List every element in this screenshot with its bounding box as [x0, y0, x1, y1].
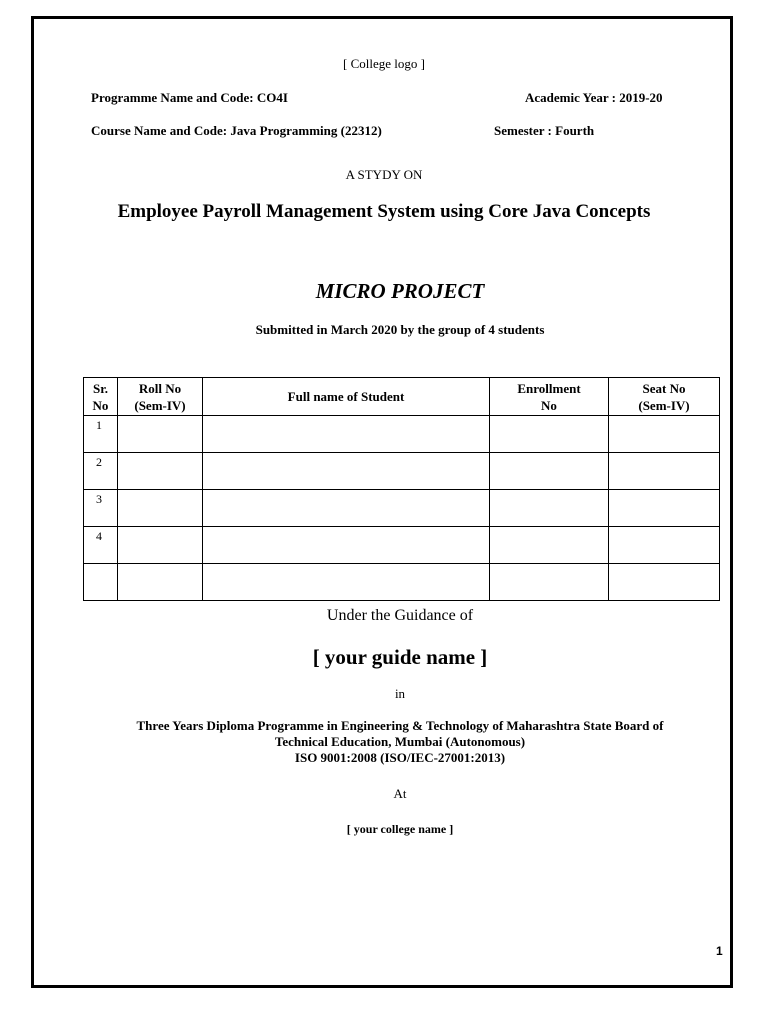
cell-full-name — [203, 453, 490, 490]
cell-seat-no — [609, 564, 720, 601]
cell-roll-no — [118, 527, 203, 564]
in-label: in — [394, 686, 406, 701]
diploma-programme-text — [0, 718, 768, 766]
college-logo-placeholder: [ College logo ] — [343, 56, 425, 71]
student-table — [83, 377, 720, 601]
cell-seat-no — [609, 416, 720, 453]
submission-note: Submitted in March 2020 by the group of 4 students — [255, 322, 545, 337]
col-header-roll-no: Roll No (Sem-IV) — [118, 378, 203, 416]
cell-roll-no — [118, 490, 203, 527]
cell-enrollment-no — [490, 453, 609, 490]
cell-roll-no — [118, 453, 203, 490]
cell-full-name — [203, 416, 490, 453]
cell-sr-no: 4 — [84, 527, 118, 564]
cell-seat-no — [609, 453, 720, 490]
table-row — [84, 453, 720, 490]
cell-full-name — [203, 490, 490, 527]
cell-enrollment-no — [490, 564, 609, 601]
project-type-heading: MICRO PROJECT — [315, 279, 485, 303]
page-number: 1 — [716, 944, 723, 958]
project-title: Employee Payroll Management System using Core Java Concepts — [117, 201, 651, 222]
guide-name: [ your guide name ] — [312, 645, 488, 669]
course-name-code: Course Name and Code: Java Programming (22312) — [91, 123, 382, 138]
programme-name-code: Programme Name and Code: CO4I — [91, 90, 288, 105]
at-label: At — [393, 786, 407, 801]
table-row — [84, 416, 720, 453]
semester: Semester : Fourth — [494, 123, 595, 138]
cell-seat-no — [609, 527, 720, 564]
cell-roll-no — [118, 416, 203, 453]
iso-line: ISO 9001:2008 (ISO/IEC-27001:2013) — [294, 750, 506, 765]
col-header-seat-no: Seat No (Sem-IV) — [609, 378, 720, 416]
table-row — [84, 490, 720, 527]
study-label: A STYDY ON — [345, 167, 423, 182]
table-row — [84, 527, 720, 564]
cell-enrollment-no — [490, 416, 609, 453]
cell-enrollment-no — [490, 527, 609, 564]
cell-sr-no: 2 — [84, 453, 118, 490]
col-header-sr-no: Sr. No — [84, 378, 118, 416]
cell-seat-no — [609, 490, 720, 527]
cell-sr-no: 3 — [84, 490, 118, 527]
academic-year: Academic Year : 2019-20 — [525, 90, 663, 105]
diploma-line: Three Years Diploma Programme in Engineering & Technology of Maharashtra State Board of — [136, 718, 664, 733]
col-header-enrollment-no: Enrollment No — [490, 378, 609, 416]
cell-full-name — [203, 527, 490, 564]
guidance-label: Under the Guidance of — [326, 607, 474, 624]
cell-sr-no — [84, 564, 118, 601]
cell-roll-no — [118, 564, 203, 601]
college-name: [ your college name ] — [346, 822, 454, 836]
col-header-full-name: Full name of Student — [203, 378, 490, 416]
table-row — [84, 564, 720, 601]
cell-enrollment-no — [490, 490, 609, 527]
table-header-row — [84, 378, 720, 416]
cell-full-name — [203, 564, 490, 601]
cell-sr-no: 1 — [84, 416, 118, 453]
diploma-line: Technical Education, Mumbai (Autonomous) — [274, 734, 526, 749]
